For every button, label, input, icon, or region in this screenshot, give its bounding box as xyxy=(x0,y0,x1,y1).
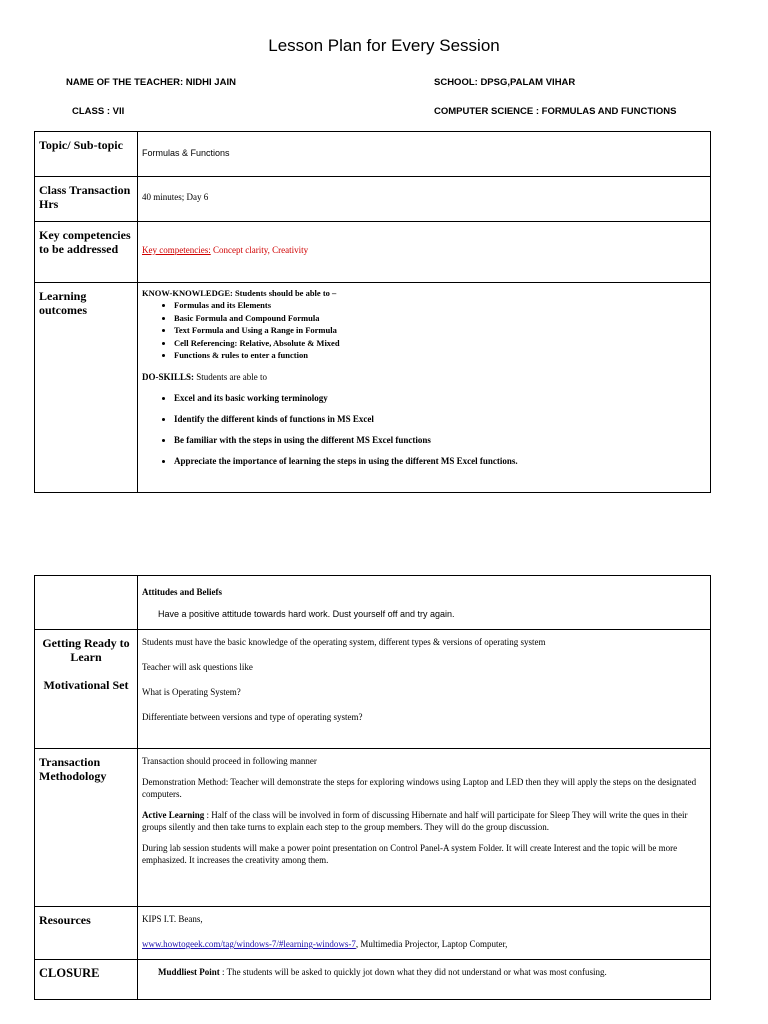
list-item: • Be familiar with the steps in using the different MS Excel functions xyxy=(174,434,706,446)
transaction-methodology-label: Transaction Methodology xyxy=(39,755,107,783)
paragraph: www.howtogeek.com/tag/windows-7/#learning-windows-7, Multimedia Projector, Laptop Computer, xyxy=(142,939,508,949)
paragraph: Differentiate between versions and type of operating system? xyxy=(142,712,363,722)
resources-content xyxy=(138,907,710,950)
attitudes-title: Attitudes and Beliefs xyxy=(142,587,223,597)
hrs-value: 40 minutes; Day 6 xyxy=(142,192,209,202)
getting-ready-content xyxy=(138,630,710,723)
page-title: Lesson Plan for Every Session xyxy=(268,36,500,55)
table-row xyxy=(35,749,711,907)
list-item: • Functions & rules to enter a function xyxy=(174,349,706,362)
teacher-name: NAME OF THE TEACHER: NIDHI JAIN xyxy=(66,77,236,88)
topic-label: Topic/ Sub-topic xyxy=(39,138,123,152)
table-row xyxy=(35,177,711,222)
list-item: • Appreciate the importance of learning the steps in using the different MS Excel functions. xyxy=(174,455,706,467)
school-name: SCHOOL: DPSG,PALAM VIHAR xyxy=(434,77,576,88)
transaction-content xyxy=(138,749,710,866)
getting-ready-label: Getting Ready to Learn xyxy=(42,636,130,664)
motivational-set-label: Motivational Set xyxy=(43,678,129,692)
list-item: • Identify the different kinds of functions in MS Excel xyxy=(174,413,706,425)
lo-content xyxy=(138,283,710,467)
list-item: • Formulas and its Elements xyxy=(174,299,706,312)
table-row xyxy=(35,576,711,630)
kc-label: Key competencies to be addressed xyxy=(39,228,131,256)
table-row xyxy=(35,132,711,177)
topic-value: Formulas & Functions xyxy=(142,148,230,158)
list-item: • Text Formula and Using a Range in Formula xyxy=(174,324,706,337)
paragraph: KIPS I.T. Beans, xyxy=(142,914,203,924)
paragraph: Active Learning : Half of the class will be involved in form of discussing Hibernate and half will participate for Sleep They will write the ques in their groups silently and then take turns to explain each step to the group members. They will do the group discussion. xyxy=(142,810,688,832)
lesson-table-2 xyxy=(34,575,711,1000)
list-item: • Cell Referencing: Relative, Absolute & Mixed xyxy=(174,337,706,350)
list-item: • Basic Formula and Compound Formula xyxy=(174,312,706,325)
lesson-table-1 xyxy=(34,131,711,493)
do-list xyxy=(142,392,706,467)
table-row xyxy=(35,630,711,749)
resource-link[interactable]: www.howtogeek.com/tag/windows-7/#learning-windows-7 xyxy=(142,939,356,949)
know-heading: KNOW-KNOWLEDGE: Students should be able to – xyxy=(142,288,337,298)
do-heading: DO-SKILLS: Students are able to xyxy=(142,371,267,382)
paragraph: Teacher will ask questions like xyxy=(142,662,253,672)
attitudes-text: Have a positive attitude towards hard work. Dust yourself off and try again. xyxy=(158,609,455,619)
paragraph: During lab session students will make a power point presentation on Control Panel-A system Folder. It will create Interest and the topic will be more emphasized. It increases the creativity among them. xyxy=(142,843,678,865)
subject-name: COMPUTER SCIENCE : FORMULAS AND FUNCTIONS xyxy=(434,106,677,117)
kc-prefix: Key competencies: xyxy=(142,245,211,255)
kc-value xyxy=(138,222,710,260)
table-row xyxy=(35,222,711,283)
resources-label: Resources xyxy=(39,913,91,927)
table-row xyxy=(35,960,711,1000)
table-row xyxy=(35,907,711,960)
paragraph: Demonstration Method: Teacher will demonstrate the steps for exploring windows using Laptop and LED then they will apply the steps on the designated computers. xyxy=(142,777,697,799)
know-list xyxy=(142,299,706,362)
closure-content xyxy=(138,960,710,978)
paragraph: Students must have the basic knowledge of the operating system, different types & versions of operating system xyxy=(142,637,546,647)
table-row xyxy=(35,283,711,493)
list-item: • Excel and its basic working terminology xyxy=(174,392,706,404)
paragraph: Transaction should proceed in following manner xyxy=(142,756,317,766)
lo-label: Learning outcomes xyxy=(39,289,87,317)
hrs-label: Class Transaction Hrs xyxy=(39,183,131,211)
paragraph: What is Operating System? xyxy=(142,687,241,697)
closure-label: CLOSURE xyxy=(39,966,100,980)
class-name: CLASS : VII xyxy=(72,106,125,117)
paragraph: Muddliest Point : The students will be asked to quickly jot down what they did not understand or what was most confusing. xyxy=(158,967,607,977)
kc-text: Concept clarity, Creativity xyxy=(210,245,309,255)
